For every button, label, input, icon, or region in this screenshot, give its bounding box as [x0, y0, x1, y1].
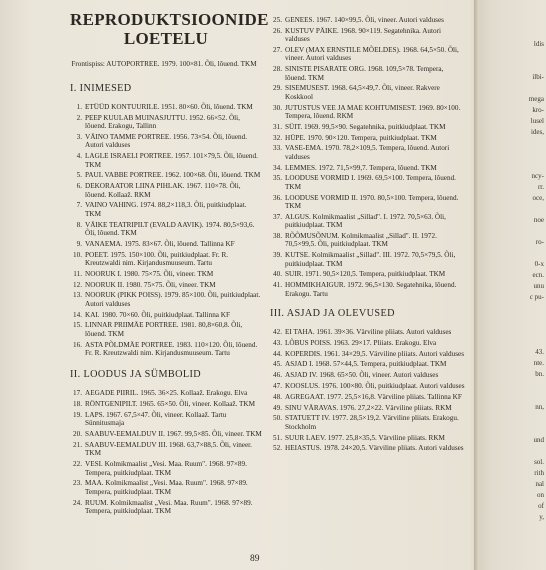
- entry-list-1: [66, 103, 262, 357]
- entry-text: LAPS. 1967. 67,5×47. Õli, vineer. Kollaaž. Tartu Sünnitusmaja: [85, 411, 227, 428]
- edge-text-fragment: [478, 414, 544, 425]
- entry-text: SINU VÄRAVAS. 1976. 27,2×22. Värviline pliiats. RKM: [285, 403, 452, 412]
- list-item: [266, 134, 466, 142]
- entry-number: 30 .: [266, 104, 285, 121]
- entry-number: 40 .: [266, 270, 285, 278]
- list-item: [66, 430, 262, 438]
- edge-text-fragment: oce,: [532, 194, 544, 202]
- entry-number: 32 .: [266, 134, 285, 142]
- edge-text-fragment: [478, 315, 544, 326]
- edge-text-fragment: c pu-: [529, 293, 544, 301]
- list-item: [266, 404, 466, 412]
- entry-text: MAA. Kolmikmaalist „Vesi. Maa. Ruum". 1968. 97×89. Tempera, puitkiudplaat. TKM: [85, 479, 248, 496]
- entry-number: 8 .: [66, 221, 85, 238]
- left-column: [66, 10, 269, 518]
- list-item: [66, 499, 262, 516]
- list-item: [66, 270, 262, 278]
- edge-text-fragment: [478, 227, 544, 238]
- list-item: [266, 339, 466, 347]
- edge-text-fragment: [478, 249, 544, 260]
- list-item: [266, 27, 466, 44]
- entry-number: 44 .: [266, 350, 285, 358]
- entry-text: AEGADE PIIRIL. 1965. 36×25. Kollaaž. Erakogu. Elva: [85, 389, 248, 398]
- entry-text: VESI. Kolmikmaalist „Vesi. Maa. Ruum". 1968. 97×89. Tempera, puitkiudplaat. TKM: [85, 460, 247, 477]
- entry-number: 51 .: [266, 434, 285, 442]
- entry-list-2: [66, 389, 262, 515]
- entry-number: 41 .: [266, 281, 285, 298]
- list-item: [266, 84, 466, 101]
- entry-number: 14 .: [66, 311, 85, 319]
- entry-text: ASJAD IV. 1968. 65×50. Õli, vineer. Autori valduses: [285, 371, 439, 380]
- entry-text: HEIASTUS. 1978. 24×20,5. Värviline pliiats. Autori valduses: [285, 444, 464, 453]
- entry-text: LAGLE ISRAELI PORTREE. 1957. 101×79,5. Õli, lõuend. TKM: [85, 152, 258, 169]
- list-item: [66, 291, 262, 308]
- edge-text-fragment: on: [537, 491, 544, 499]
- list-item: [266, 46, 466, 63]
- edge-text-fragment: ncy-: [531, 172, 544, 180]
- edge-text-fragment: ecn.: [532, 271, 544, 279]
- entry-text: KOPERDIS. 1961. 34×29,5. Värviline pliiats. Autori valduses: [285, 349, 465, 358]
- entry-number: 28 .: [266, 65, 285, 82]
- list-item: [66, 201, 262, 218]
- entry-number: 1 .: [66, 103, 85, 111]
- list-item: [266, 104, 466, 121]
- entry-number: 21 .: [66, 441, 85, 458]
- list-item: [66, 411, 262, 428]
- entry-text: RÕÕMUSÕNUM. Kolmikmaalist „Sillad". II. 1972. 70,5×99,5. Õli, puitkiudplaat. TKM: [285, 232, 437, 249]
- edge-text-fragment: [478, 161, 544, 172]
- entry-number: 42 .: [266, 328, 285, 336]
- entry-text: SUIR. 1971. 90,5×120,5. Tempera, puitkiudplaat. TKM: [285, 270, 446, 279]
- entry-number: 34 .: [266, 164, 285, 172]
- edge-text-fragment: ro-: [535, 238, 544, 246]
- list-item: [66, 460, 262, 477]
- edge-text-fragment: [478, 84, 544, 95]
- edge-text-fragment: rr.: [537, 183, 544, 191]
- entry-text: SAABUV-EEMALDUV II. 1967. 99,5×85. Õli, vineer. TKM: [85, 430, 262, 439]
- entry-number: 45 .: [266, 360, 285, 368]
- entry-text: GENEES. 1967. 140×99,5. Õli, vineer. Autori valduses: [285, 16, 444, 24]
- edge-text-fragment: nte.: [533, 359, 544, 367]
- list-item: [266, 123, 466, 131]
- entry-text: STATUETT IV. 1977. 28,5×19,2. Värviline pliiats. Erakogu. Stockholm: [285, 414, 459, 431]
- entry-text: LOODUSE VORMID II. 1970. 80,5×100. Tempera, lõuend. TKM: [285, 193, 459, 211]
- entry-number: 2 .: [66, 114, 85, 131]
- list-item: [66, 321, 262, 338]
- section-heading-1: I. INIMESED: [70, 83, 132, 94]
- entry-list-3: [266, 16, 466, 298]
- entry-number: 26 .: [266, 27, 285, 44]
- edge-text-fragment: sol.: [534, 458, 544, 466]
- edge-text-fragment: rith: [534, 469, 544, 477]
- entry-number: 16 .: [66, 341, 85, 358]
- list-item: [66, 133, 262, 150]
- entry-text: KAI. 1980. 70×60. Õli, puitkiudplaat. Tallinna KF: [85, 310, 230, 319]
- edge-text-fragment: 43.: [535, 348, 544, 356]
- edge-text-fragment: [478, 51, 544, 62]
- list-item: [266, 65, 466, 82]
- list-item: [66, 171, 262, 179]
- entry-text: PAUL VABBE PORTREE. 1962. 100×68. Õli, lõuend. TKM: [85, 171, 261, 180]
- entry-number: 11 .: [66, 270, 85, 278]
- list-item: [266, 382, 466, 390]
- entry-number: 5 .: [66, 171, 85, 179]
- edge-text-fragment: noe: [533, 216, 544, 224]
- list-item: [266, 350, 466, 358]
- entry-number: 22 .: [66, 460, 85, 477]
- edge-text-fragment: [478, 381, 544, 392]
- entry-text: VÄINO TAMME PORTREE. 1956. 73×54. Õli, lõuend. Autori valduses: [85, 133, 248, 150]
- entry-text: RÖNTGENIPILT. 1965. 65×50. Õli, vineer. Kollaaž. TKM: [85, 400, 256, 409]
- edge-text-fragment: mega: [528, 95, 544, 103]
- entry-text: AGREGAAT. 1977. 25,5×16,8. Värviline pliiats. Tallinna KF: [285, 392, 462, 401]
- entry-text: LINNAR PRIIMÄE PORTREE. 1981. 80,8×60,8. Õli, lõuend. TKM: [85, 321, 243, 338]
- entry-text: KOOSLUS. 1976. 100×80. Õli, puitkiudplaat. Autori valduses: [285, 382, 465, 391]
- edge-text-fragment: of: [538, 502, 544, 510]
- list-item: [266, 194, 466, 211]
- entry-text: LEMMES. 1972. 71,5×99,7. Tempera, lõuend. TKM: [285, 163, 437, 172]
- edge-text-fragment: [478, 304, 544, 315]
- entry-number: 52 .: [266, 444, 285, 452]
- list-item: [266, 164, 466, 172]
- edge-text-fragment: lusel: [530, 117, 544, 125]
- list-item: [66, 441, 262, 458]
- entry-number: 31 .: [266, 123, 285, 131]
- list-item: [266, 393, 466, 401]
- edge-text-fragment: [478, 62, 544, 73]
- entry-number: 38 .: [266, 232, 285, 249]
- entry-number: 29 .: [266, 84, 285, 101]
- list-item: [66, 240, 262, 248]
- entry-text: SÜIT. 1969. 99,5×90. Segatehnika, puitkiudplaat. TKM: [285, 122, 446, 131]
- title-line-2: LOETELU: [123, 29, 209, 48]
- entry-text: LÕBUS POISS. 1963. 29×17. Pliiats. Erakogu. Elva: [285, 338, 437, 347]
- entry-number: 27 .: [266, 46, 285, 63]
- entry-text: DEKORAATOR LIINA PIHLAK. 1967. 110×78. Õli, lõuend. Kollaaž. RKM: [85, 182, 241, 199]
- edge-text-fragment: [478, 447, 544, 458]
- list-item: [266, 144, 466, 161]
- entry-text: VANAEMA. 1975. 83×67. Õli, lõuend. Tallinna KF: [85, 239, 235, 248]
- adjacent-page-edge: [478, 40, 546, 524]
- entry-text: NOORUK I. 1980. 75×75. Õli, vineer. TKM: [85, 269, 214, 278]
- entry-list-4: [266, 328, 466, 453]
- list-item: [66, 251, 262, 268]
- entry-text: ETÜÜD KONTUURILE. 1951. 80×60. Õli, lõuend. TKM: [85, 103, 253, 111]
- entry-number: 36 .: [266, 194, 285, 211]
- list-item: [266, 281, 466, 298]
- entry-number: 19 .: [66, 411, 85, 428]
- entry-text: HÜPE. 1970. 90×120. Tempera, puitkiudplaat. TKM: [285, 133, 437, 142]
- entry-number: 3 .: [66, 133, 85, 150]
- list-item: [266, 251, 466, 268]
- list-item: [66, 103, 262, 111]
- entry-number: 46 .: [266, 371, 285, 379]
- entry-number: 48 .: [266, 393, 285, 401]
- list-item: [66, 114, 262, 131]
- entry-text: HOMMIKHAIGUR. 1972. 96,5×130. Segatehnika, lõuend. Erakogu. Tartu: [285, 281, 457, 298]
- entry-number: 4 .: [66, 152, 85, 169]
- entry-text: KUTSE. Kolmikmaalist „Sillad". III. 1972. 70,5×79,5. Õli, puitkiudplaat. TKM: [285, 251, 456, 268]
- entry-number: 43 .: [266, 339, 285, 347]
- list-item: [266, 414, 466, 431]
- entry-number: 10 .: [66, 251, 85, 268]
- entry-text: POEET. 1975. 150×100. Õli, puitkiudplaat. Fr. R. Kreutzwaldi nim. Kirjandusmuuseum. Tartu: [85, 250, 229, 268]
- list-item: [66, 281, 262, 289]
- entry-number: 39 .: [266, 251, 285, 268]
- entry-number: 35 .: [266, 174, 285, 191]
- entry-text: VASE-EMA. 1970. 78,2×109,5. Tempera, lõuend. Autori valduses: [285, 144, 450, 161]
- list-item: [66, 221, 262, 238]
- entry-number: 37 .: [266, 213, 285, 230]
- edge-text-fragment: [478, 139, 544, 150]
- entry-number: 15 .: [66, 321, 85, 338]
- entry-text: NOORUK (PIKK POISS). 1979. 85×100. Õli, puitkiudplaat. Autori valduses: [85, 291, 261, 308]
- entry-text: RUUM. Kolmikmaalist „Vesi. Maa. Ruum". 1968. 97×89. Tempera, puitkiudplaat. TKM: [85, 498, 253, 516]
- entry-text: SINISTE PISARATE ORG. 1968. 109,5×78. Tempera, lõuend. TKM: [285, 65, 444, 82]
- list-item: [66, 400, 262, 408]
- edge-text-fragment: [478, 205, 544, 216]
- title-line-1: REPRODUKTSIOONIDE: [70, 10, 269, 29]
- list-item: [66, 182, 262, 199]
- entry-number: 24 .: [66, 499, 85, 516]
- edge-text-fragment: [478, 392, 544, 403]
- edge-text-fragment: [478, 425, 544, 436]
- entry-number: 20 .: [66, 430, 85, 438]
- entry-text: SUUR LAEV. 1977. 25,8×35,5. Värviline pliiats. RKM: [285, 433, 445, 442]
- list-item: [66, 341, 262, 358]
- entry-text: ALGUS. Kolmikmaalist „Sillad". I. 1972. 70,5×63. Õli, puitkiudplaat. TKM: [285, 212, 446, 230]
- edge-text-fragment: y,: [539, 513, 544, 521]
- edge-text-fragment: ldis: [533, 40, 544, 48]
- edge-text-fragment: nn,: [535, 403, 544, 411]
- entry-text: SISEMUSEST. 1968. 64,5×49,7. Õli, vineer. Rakvere Koskkool: [285, 84, 440, 101]
- entry-text: OLEV (MAX ERNSTILE MÕELDES). 1968. 64,5×50. Õli, vineer. Autori valduses: [285, 46, 459, 63]
- list-item: [266, 371, 466, 379]
- list-item: [66, 479, 262, 496]
- entry-number: 18 .: [66, 400, 85, 408]
- edge-text-fragment: [478, 150, 544, 161]
- entry-number: 17 .: [66, 389, 85, 397]
- entry-number: 12 .: [66, 281, 85, 289]
- edge-text-fragment: bn.: [535, 370, 544, 378]
- entry-text: SAABUV-EEMALDUV III. 1968. 63,7×88,5. Õli, vineer. TKM: [85, 441, 252, 458]
- edge-text-fragment: [478, 337, 544, 348]
- entry-number: 23 .: [66, 479, 85, 496]
- entry-number: 6 .: [66, 182, 85, 199]
- edge-text-fragment: ilbi-: [532, 73, 544, 81]
- entry-number: 13 .: [66, 291, 85, 308]
- list-item: [266, 360, 466, 368]
- entry-number: 50 .: [266, 414, 285, 431]
- edge-text-fragment: und: [533, 436, 544, 444]
- list-item: [266, 174, 466, 191]
- edge-text-fragment: [478, 326, 544, 337]
- entry-text: PEEP KUULAB MUINASJUTTU. 1952. 66×52. Õli, lõuend. Erakogu, Tallinn: [85, 113, 240, 131]
- list-item: [266, 444, 466, 452]
- entry-text: EI TAHA. 1961. 39×36. Värviline pliiats. Autori valduses: [285, 328, 452, 337]
- entry-text: VÄIKE TEATRIPILT (EVALD AAVIK). 1974. 80,5×93,6. Õli, lõuend. TKM: [85, 220, 255, 238]
- section-heading-3: III. ASJAD JA OLEVUSED: [270, 308, 395, 320]
- list-item: [266, 16, 466, 24]
- entry-number: 7 .: [66, 201, 85, 218]
- list-item: [66, 311, 262, 319]
- page-number: 89: [250, 554, 260, 564]
- list-item: [266, 434, 466, 442]
- edge-text-fragment: 0-x: [534, 260, 544, 268]
- right-column: [266, 16, 466, 455]
- edge-text-fragment: unu: [533, 282, 544, 290]
- entry-number: 25 .: [266, 16, 285, 24]
- entry-text: KUSTUV PÄIKE. 1968. 90×119. Segatehnika. Autori valduses: [285, 26, 441, 44]
- entry-text: VAINO VAHING. 1974. 88,2×118,3. Õli, puitkiudplaat. TKM: [85, 201, 247, 218]
- entry-number: 9 .: [66, 240, 85, 248]
- entry-text: LOODUSE VORMID I. 1969. 69,5×100. Tempera, lõuend. TKM: [285, 174, 456, 191]
- list-item: [66, 152, 262, 169]
- edge-text-fragment: kro-: [532, 106, 544, 114]
- page-title: [70, 10, 269, 48]
- entry-text: ASTA PÕLDMÄE PORTREE. 1983. 110×120. Õli, lõuend. Fr. R. Kreutzwaldi nim. Kirjandusmuuseum. Tartu: [85, 340, 258, 358]
- edge-text-fragment: nal: [535, 480, 544, 488]
- entry-number: 49 .: [266, 404, 285, 412]
- list-item: [66, 389, 262, 397]
- list-item: [266, 213, 466, 230]
- entry-number: 47 .: [266, 382, 285, 390]
- entry-text: JUTUSTUS VEE JA MAE KOHTUMISEST. 1969. 80×100. Tempera, lõuend. RKM: [285, 103, 461, 121]
- list-item: [266, 232, 466, 249]
- frontispiece-note: Frontispiss: AUTOPORTREE. 1979. 100×81. Õli, lõuend. TKM: [71, 60, 257, 68]
- edge-text-fragment: ides,: [530, 128, 544, 136]
- list-item: [266, 270, 466, 278]
- entry-text: NOORUK II. 1980. 75×75. Õli, vineer. TKM: [85, 280, 216, 289]
- list-item: [266, 328, 466, 336]
- entry-number: 33 .: [266, 144, 285, 161]
- entry-text: ASJAD I. 1968. 57×44,5. Tempera, puitkiudplaat. TKM: [285, 360, 447, 369]
- section-heading-2: II. LOODUS JA SÜMBOLID: [70, 369, 202, 381]
